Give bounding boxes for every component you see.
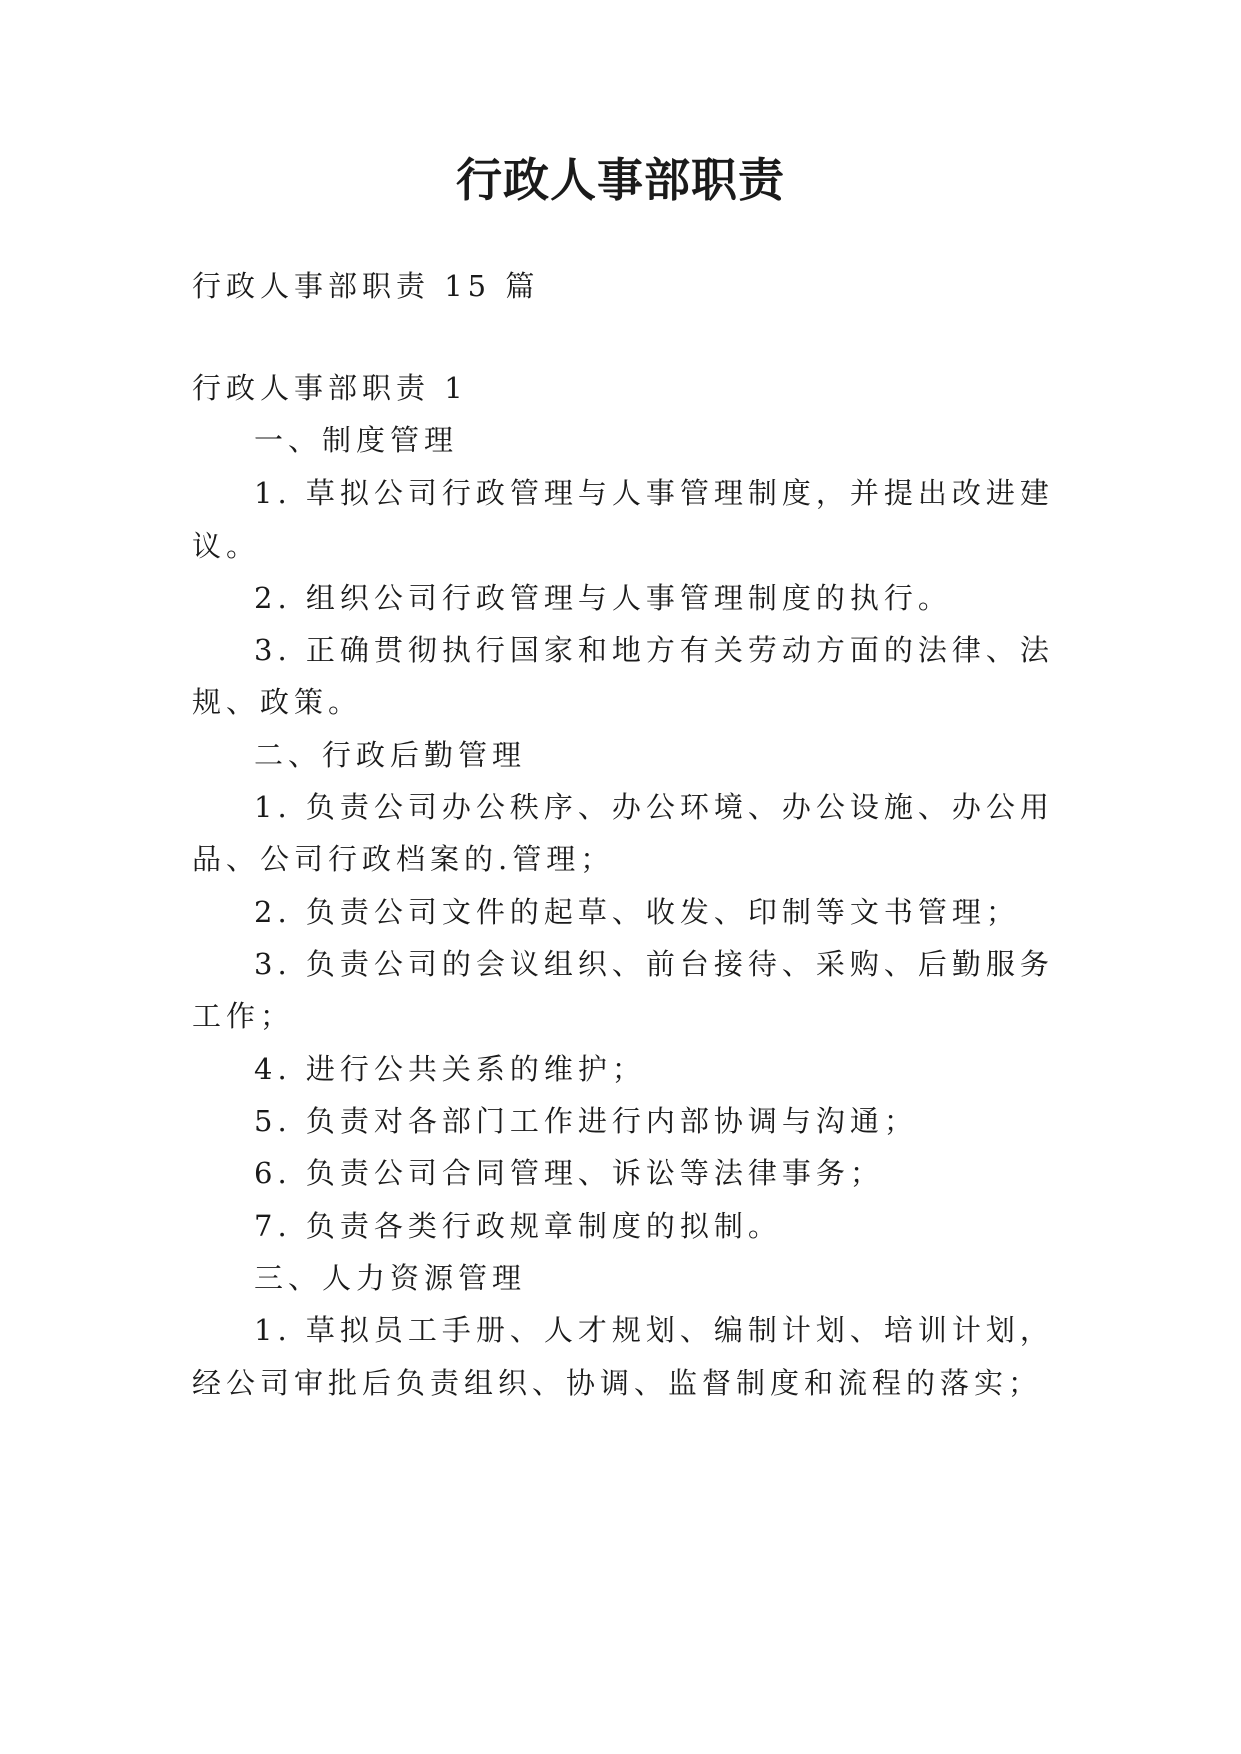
document-title: 行政人事部职责 bbox=[456, 153, 785, 207]
paragraph-line: 2. 组织公司行政管理与人事管理制度的执行。 bbox=[254, 581, 952, 615]
paragraph-line: 规、政策。 bbox=[192, 685, 363, 719]
paragraph-line: 1. 负责公司办公秩序、办公环境、办公设施、办公用 bbox=[254, 790, 1054, 824]
heading-line: 二、行政后勤管理 bbox=[254, 738, 527, 772]
paragraph-line: 5. 负责对各部门工作进行内部协调与沟通； bbox=[254, 1104, 918, 1138]
heading-line: 一、制度管理 bbox=[254, 423, 459, 457]
paragraph-line: 2. 负责公司文件的起草、收发、印制等文书管理； bbox=[254, 895, 1020, 929]
paragraph-line: 4. 进行公共关系的维护； bbox=[254, 1052, 646, 1086]
paragraph-line: 议。 bbox=[192, 529, 261, 563]
paragraph-line: 6. 负责公司合同管理、诉讼等法律事务； bbox=[254, 1156, 884, 1190]
paragraph-line: 3. 正确贯彻执行国家和地方有关劳动方面的法律、法 bbox=[254, 633, 1054, 667]
section-heading: 行政人事部职责 1 bbox=[192, 371, 468, 405]
paragraph-line: 3. 负责公司的会议组织、前台接待、采购、后勤服务 bbox=[254, 947, 1054, 981]
paragraph-line: 1. 草拟员工手册、人才规划、编制计划、培训计划， bbox=[254, 1313, 1054, 1347]
paragraph-line: 工作； bbox=[192, 999, 295, 1033]
heading-line: 三、人力资源管理 bbox=[254, 1261, 527, 1295]
paragraph-line: 品、公司行政档案的.管理； bbox=[192, 842, 615, 876]
paragraph-line: 1. 草拟公司行政管理与人事管理制度，并提出改进建 bbox=[254, 476, 1054, 510]
document-subtitle: 行政人事部职责 15 篇 bbox=[192, 269, 540, 303]
paragraph-line: 经公司审批后负责组织、协调、监督制度和流程的落实； bbox=[192, 1366, 1043, 1400]
paragraph-line: 7. 负责各类行政规章制度的拟制。 bbox=[254, 1209, 782, 1243]
